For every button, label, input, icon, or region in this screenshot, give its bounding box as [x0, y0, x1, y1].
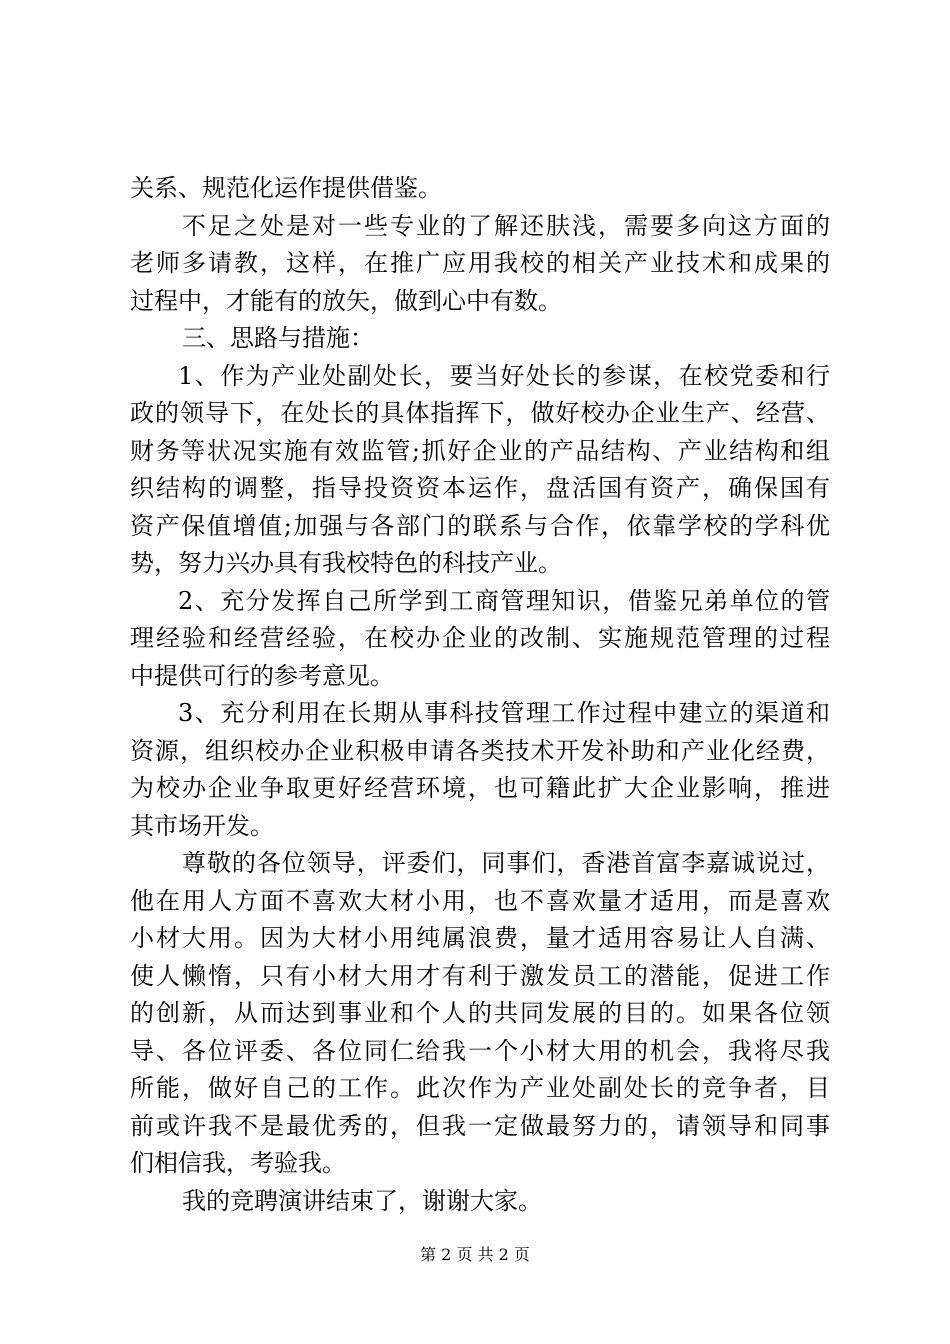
document-body — [130, 170, 830, 1220]
text-line: 3、充分利用在长期从事科技管理工作过程中建立的渠道和 — [178, 699, 830, 727]
text-line: 2、充分发挥自己所学到工商管理知识，借鉴兄弟单位的管 — [178, 586, 830, 615]
page-footer: 第 2 页 共 2 页 — [420, 1245, 530, 1264]
text-line: 1、作为产业处副处长，要当好处长的参谋，在校党委和行 — [178, 361, 830, 390]
text-line: 理经验和经营经验，在校办企业的改制、实施规范管理的过程 — [130, 624, 830, 652]
text-line: 他在用人方面不喜欢大材小用，也不喜欢量才适用，而是喜欢 — [130, 886, 830, 915]
text-line: 导、各位评委、各位同仁给我一个小材大用的机会，我将尽我 — [130, 1036, 830, 1065]
text-line: 尊敬的各位领导，评委们，同事们，香港首富李嘉诚说过， — [182, 849, 830, 877]
text-line: 关系、规范化运作提供借鉴。 — [130, 174, 442, 202]
text-line: 不足之处是对一些专业的了解还肤浅，需要多向这方面的 — [182, 211, 830, 240]
text-line: 资产保值增值;加强与各部门的联系与合作，依靠学校的学科优 — [130, 511, 830, 540]
section-heading: 三、思路与措施： — [182, 324, 374, 352]
text-line: 财务等状况实施有效监管;抓好企业的产品结构、产业结构和组 — [130, 436, 830, 465]
text-line: 过程中，才能有的放矢，做到心中有数。 — [130, 286, 562, 315]
text-line: 势，努力兴办具有我校特色的科技产业。 — [130, 549, 562, 577]
text-line: 小材大用。因为大材小用纯属浪费，量才适用容易让人自满、 — [130, 924, 830, 952]
text-line: 政的领导下，在处长的具体指挥下，做好校办企业生产、经营、 — [130, 399, 830, 427]
text-line: 织结构的调整，指导投资资本运作，盘活国有资产，确保国有 — [130, 474, 830, 502]
text-line: 们相信我，考验我。 — [130, 1149, 346, 1177]
text-line: 中提供可行的参考意见。 — [130, 661, 394, 690]
text-line: 所能，做好自己的工作。此次作为产业处副处长的竞争者，目 — [130, 1074, 830, 1102]
text-line: 的创新，从而达到事业和个人的共同发展的目的。如果各位领 — [130, 999, 830, 1027]
text-line: 其市场开发。 — [130, 811, 274, 840]
text-line: 资源，组织校办企业积极申请各类技术开发补助和产业化经费， — [130, 736, 830, 765]
text-line: 为校办企业争取更好经营环境，也可籍此扩大企业影响，推进 — [130, 774, 830, 802]
text-line: 使人懒惰，只有小材大用才有利于激发员工的潜能，促进工作 — [130, 961, 830, 990]
text-line: 我的竞聘演讲结束了，谢谢大家。 — [182, 1186, 542, 1215]
text-line: 老师多请教，这样，在推广应用我校的相关产业技术和成果的 — [130, 249, 830, 277]
text-line: 前或许我不是最优秀的，但我一定做最努力的，请领导和同事 — [130, 1111, 830, 1140]
